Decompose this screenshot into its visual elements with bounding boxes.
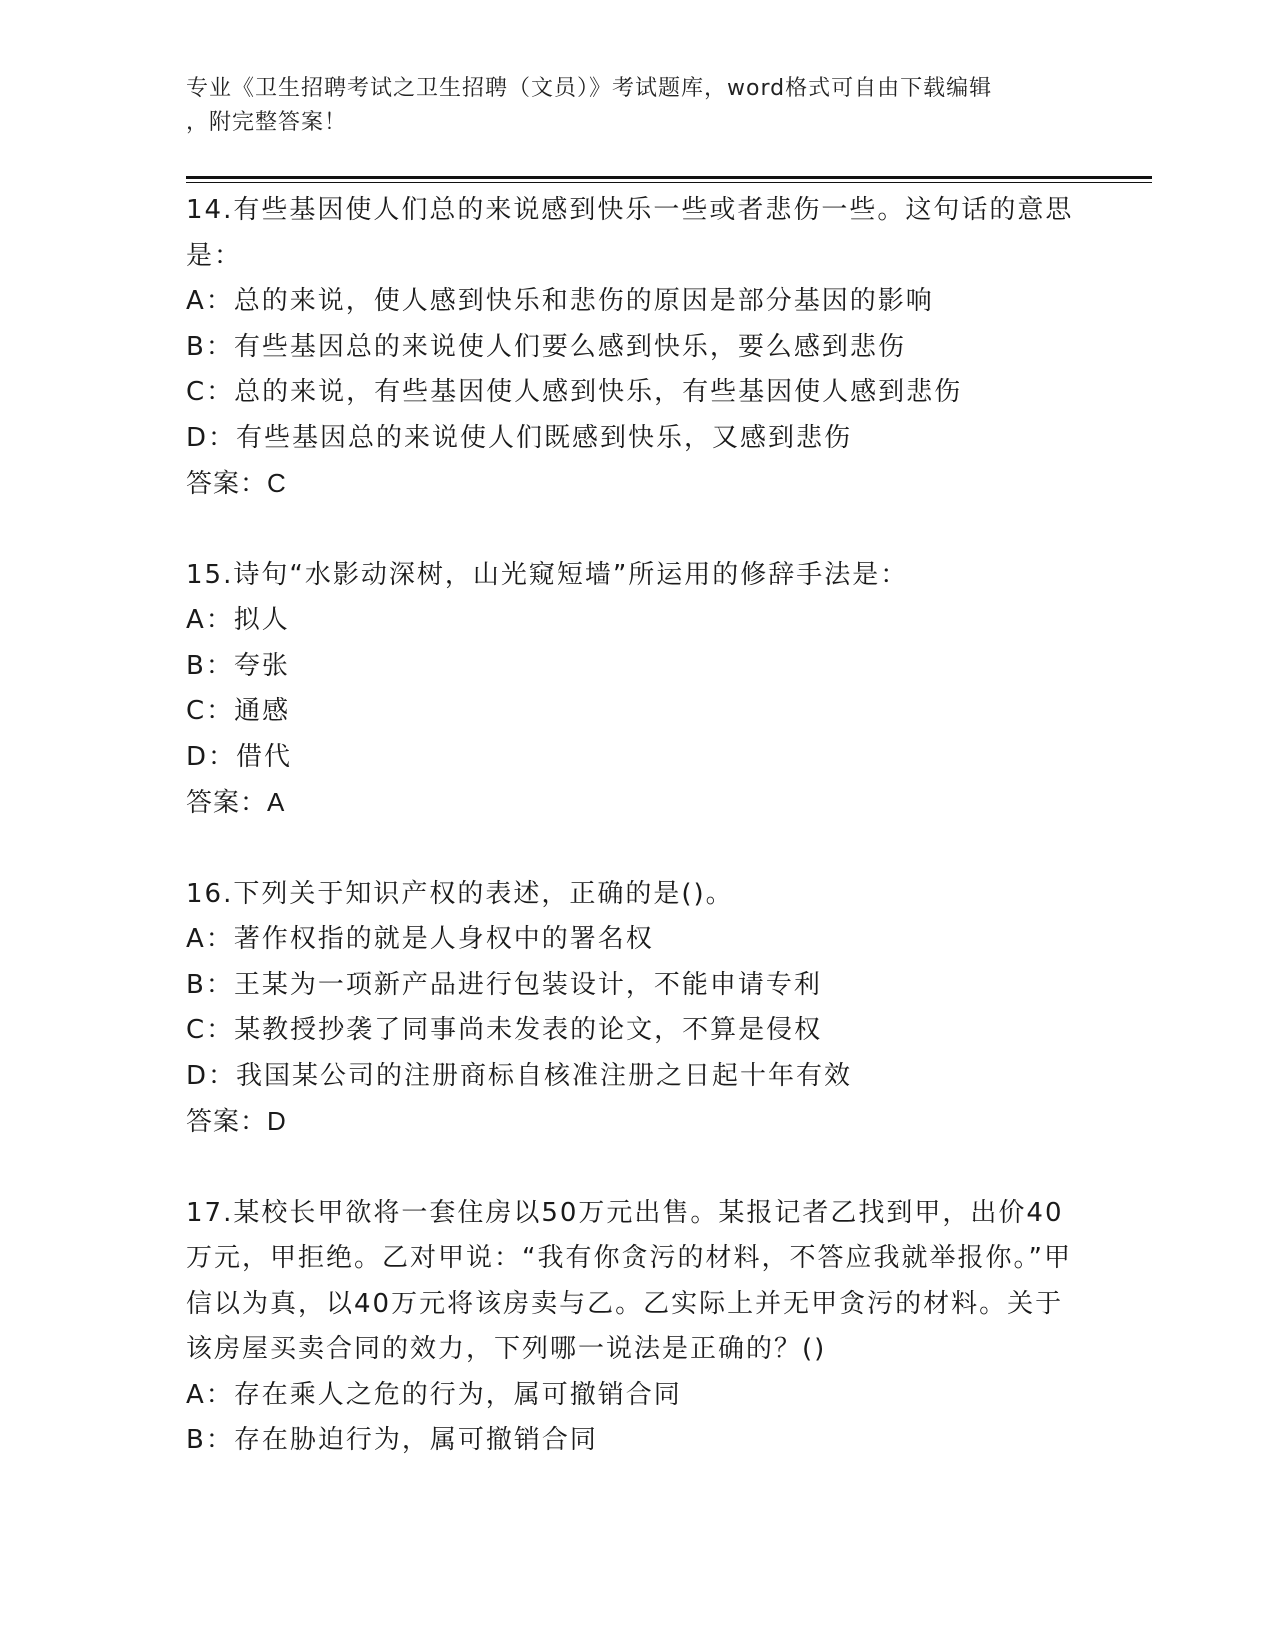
answer-label: 答案：C [186, 468, 287, 498]
option-c: C：某教授抄袭了同事尚未发表的论文，不算是侵权 [186, 1015, 823, 1045]
question-16 [186, 872, 1086, 1145]
option-b: B：存在胁迫行为，属可撤销合同 [186, 1425, 598, 1455]
option-b: B：有些基因总的来说使人们要么感到快乐，要么感到悲伤 [186, 331, 906, 362]
question-14 [186, 188, 1086, 507]
option-a: A：存在乘人之危的行为，属可撤销合同 [186, 1379, 682, 1410]
question-list [186, 188, 1086, 1510]
header-divider-thin [186, 182, 1152, 183]
question-15 [186, 553, 1086, 826]
question-stem: 16.下列关于知识产权的表述，正确的是()。 [186, 878, 734, 909]
question-17 [186, 1191, 1086, 1464]
document-header [186, 72, 1086, 140]
option-d: D：有些基因总的来说使人们既感到快乐，又感到悲伤 [186, 422, 853, 453]
option-a: A：著作权指的就是人身权中的署名权 [186, 924, 654, 954]
option-a: A：总的来说，使人感到快乐和悲伤的原因是部分基因的影响 [186, 286, 934, 316]
option-a: A：拟人 [186, 605, 290, 635]
option-b: B：夸张 [186, 650, 290, 681]
header-divider-thick [186, 176, 1152, 179]
answer-label: 答案：A [186, 787, 286, 817]
option-b: B：王某为一项新产品进行包装设计，不能申请专利 [186, 969, 822, 1000]
answer-label: 答案：D [186, 1106, 287, 1136]
option-c: C：总的来说，有些基因使人感到快乐，有些基因使人感到悲伤 [186, 377, 963, 407]
question-stem: 14.有些基因使人们总的来说感到快乐一些或者悲伤一些。这句话的意思是： [186, 195, 1074, 271]
question-stem: 17.某校长甲欲将一套住房以50万元出售。某报记者乙找到甲，出价40万元，甲拒绝。乙对甲说：“我有你贪污的材料，不答应我就举报你。”甲信以为真，以40万元将该房卖与乙。乙实际上并无甲贪污的材料。关于该房屋买卖合同的效力，下列哪一说法是正确的？() [186, 1197, 1072, 1364]
header-line-2: ，附完整答案！ [186, 110, 348, 135]
option-c: C：通感 [186, 696, 291, 726]
option-d: D：借代 [186, 741, 293, 772]
header-line-1: 专业《卫生招聘考试之卫生招聘（文员）》考试题库，word格式可自由下载编辑 [186, 76, 993, 101]
question-stem: 15.诗句“水影动深树，山光窥短墙”所运用的修辞手法是： [186, 559, 909, 590]
option-d: D：我国某公司的注册商标自核准注册之日起十年有效 [186, 1060, 853, 1091]
